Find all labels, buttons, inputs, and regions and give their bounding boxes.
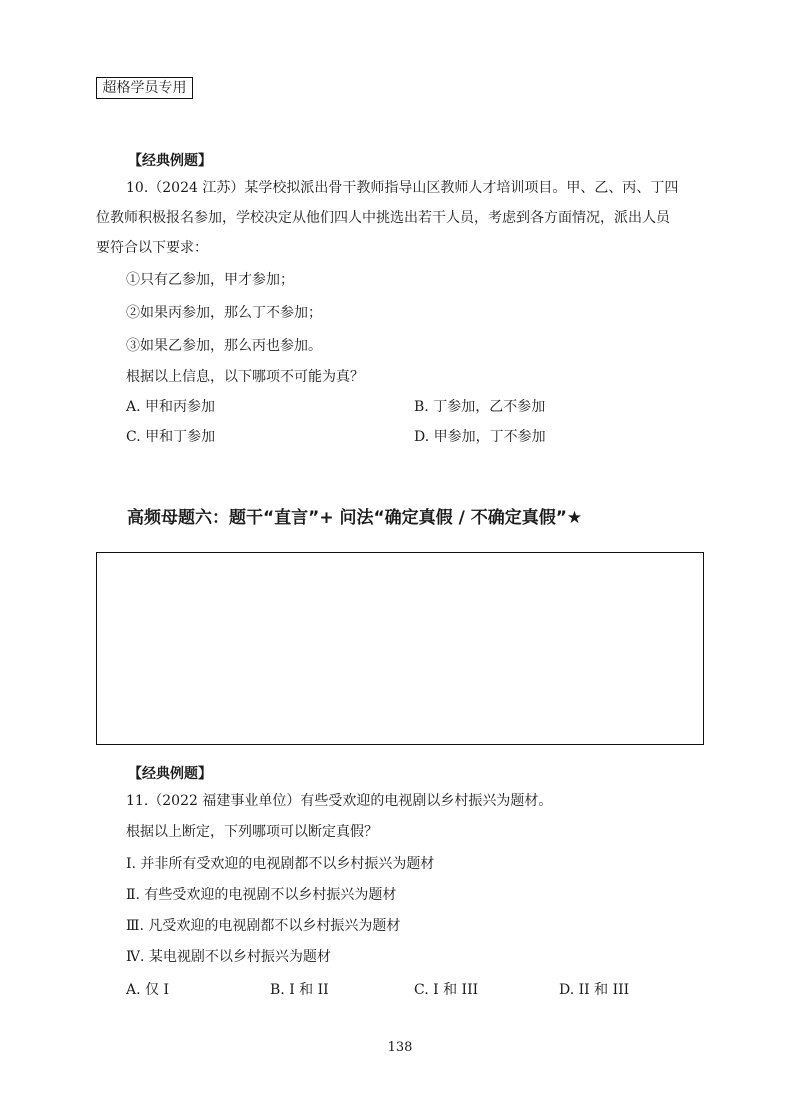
q11-option-a: A. 仅 I: [126, 982, 169, 998]
header-tag: 超格学员专用: [96, 77, 193, 99]
q10-condition-1: ①只有乙参加，甲才参加；: [126, 272, 294, 288]
q10-condition-2: ②如果丙参加，那么丁不参加；: [126, 305, 322, 321]
q10-intro-line3: 要符合以下要求：: [96, 240, 208, 256]
q10-condition-3: ③如果乙参加，那么丙也参加。: [126, 338, 322, 354]
section-title: 高频母题六：题干“直言”+ 问法“确定真假 / 不确定真假”★: [127, 508, 583, 528]
q10-label: 【经典例题】: [128, 153, 212, 169]
q10-option-c: C. 甲和丁参加: [126, 429, 216, 445]
q11-label: 【经典例题】: [128, 766, 212, 782]
q11-intro: 11.（2022 福建事业单位）有些受欢迎的电视剧以乡村振兴为题材。: [126, 793, 553, 809]
q10-option-b: B. 丁参加，乙不参加: [414, 399, 546, 415]
q11-statement-3: Ⅲ. 凡受欢迎的电视剧都不以乡村振兴为题材: [126, 918, 401, 934]
q11-question: 根据以上断定，下列哪项可以断定真假？: [126, 824, 378, 840]
q10-option-d: D. 甲参加，丁不参加: [414, 429, 546, 445]
q11-option-c: C. I 和 III: [414, 982, 479, 998]
q11-statement-2: Ⅱ. 有些受欢迎的电视剧不以乡村振兴为题材: [126, 887, 397, 903]
page-number: 138: [387, 1040, 413, 1055]
q10-option-a: A. 甲和丙参加: [126, 399, 216, 415]
q11-option-d: D. II 和 III: [559, 982, 630, 998]
blank-notes-box: [96, 552, 704, 745]
q11-option-b: B. I 和 II: [270, 982, 329, 998]
q11-statement-1: Ⅰ. 并非所有受欢迎的电视剧都不以乡村振兴为题材: [126, 856, 435, 872]
q10-intro-line2: 位教师积极报名参加，学校决定从他们四人中挑选出若干人员，考虑到各方面情况，派出人员: [96, 210, 670, 226]
q10-intro-line1: 10.（2024 江苏）某学校拟派出骨干教师指导山区教师人才培训项目。甲、乙、丙、丁四: [126, 180, 679, 196]
q11-statement-4: Ⅳ. 某电视剧不以乡村振兴为题材: [126, 949, 331, 965]
q10-question: 根据以上信息，以下哪项不可能为真？: [126, 369, 364, 385]
